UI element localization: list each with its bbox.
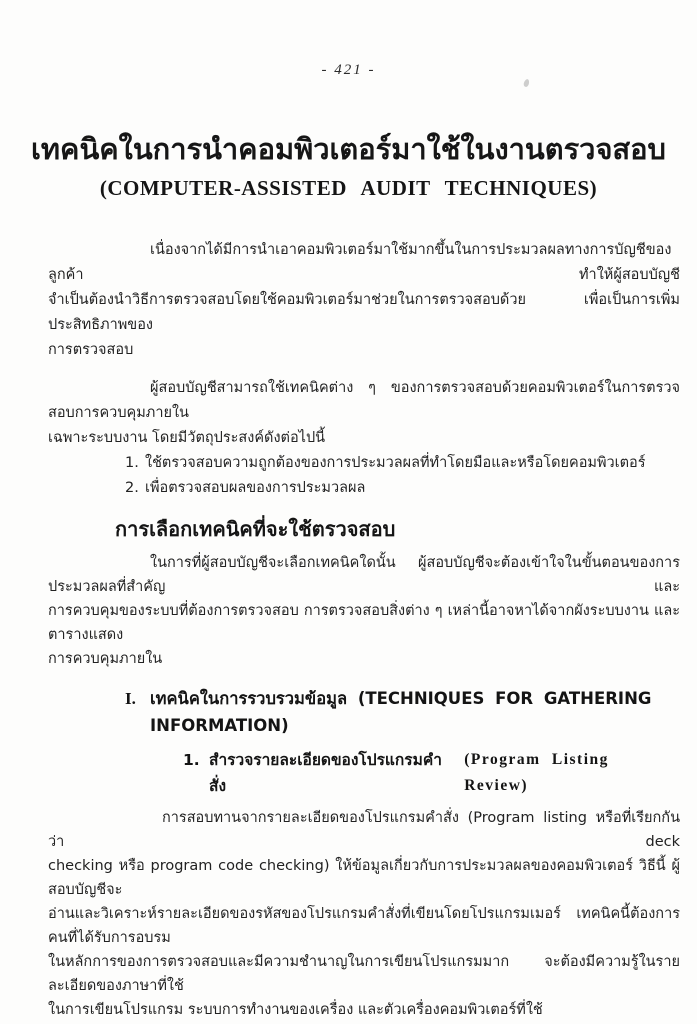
page-number: - 421 - bbox=[321, 62, 376, 78]
list-number: 1. bbox=[125, 455, 139, 471]
text-line: เทคนิคในการรวบรวมข้อมูล (TECHNIQUES FOR GATHERING bbox=[150, 689, 652, 708]
text-line: อ่านและวิเคราะห์รายละเอียดของรหัสของโปรแกรมคำสั่งที่เขียนโดยโปรแกรมเมอร์ เทคนิคนี้ต้องการคนที่ได้รับการอบรม bbox=[48, 906, 680, 946]
objectives-list bbox=[48, 451, 680, 501]
subtopic-title-english: (Program Listing Review) bbox=[464, 751, 609, 794]
text-line: การตรวจสอบ bbox=[48, 342, 134, 358]
text-line: การควบคุมภายใน bbox=[48, 651, 163, 667]
text-line: จำเป็นต้องนำวิธีการตรวจสอบโดยใช้คอมพิวเตอร์มาช่วยในการตรวจสอบด้วย เพื่อเป็นการเพิ่มประสิทธิภาพของ bbox=[48, 292, 680, 333]
list-text: เพื่อตรวจสอบผลของการประมวลผล bbox=[145, 480, 366, 496]
paragraph-objectives bbox=[48, 376, 680, 451]
text-line: ในการที่ผู้สอบบัญชีจะเลือกเทคนิคใดนั้น ผู้สอบบัญชีจะต้องเข้าใจในขั้นตอนของการประมวลผลที่สำคัญ และ bbox=[48, 555, 680, 595]
scan-speck bbox=[523, 78, 530, 87]
text-line: ผู้สอบบัญชีสามารถใช้เทคนิคต่าง ๆ ของการตรวจสอบด้วยคอมพิวเตอร์ในการตรวจสอบการควบคุมภายใน bbox=[48, 380, 680, 421]
list-number: 2. bbox=[125, 480, 139, 496]
paragraph-intro bbox=[48, 238, 680, 363]
topic-heading-lines bbox=[150, 685, 651, 739]
text-line: การสอบทานจากรายละเอียดของโปรแกรมคำสั่ง (Program listing หรือที่เรียกกันว่า deck bbox=[48, 810, 680, 850]
topic-numeral: I. bbox=[125, 689, 136, 708]
subtopic-number: 1. bbox=[183, 751, 200, 769]
topic-1-heading bbox=[48, 685, 680, 739]
objective-item-2 bbox=[48, 476, 680, 501]
document-title-thai: เทคนิคในการนำคอมพิวเตอร์มาใช้ในงานตรวจสอบ bbox=[31, 132, 666, 166]
paragraph-technique-selection bbox=[48, 551, 680, 671]
document-title-english: (COMPUTER-ASSISTED AUDIT TECHNIQUES) bbox=[99, 176, 598, 200]
subtopic-title-thai: สำรวจรายละเอียดของโปรแกรมคำสั่ง bbox=[209, 751, 442, 795]
text-line: ในการเขียนโปรแกรม ระบบการทำงานของเครื่อง และตัวเครื่องคอมพิวเตอร์ที่ใช้ bbox=[48, 1002, 543, 1018]
section-heading-technique-selection: การเลือกเทคนิคที่จะใช้ตรวจสอบ bbox=[115, 517, 396, 541]
text-line: INFORMATION) bbox=[150, 716, 289, 735]
objective-item-1 bbox=[48, 451, 680, 476]
text-line: การควบคุมของระบบที่ต้องการตรวจสอบ การตรวจสอบสิ่งต่าง ๆ เหล่านี้อาจหาได้จากผังระบบงาน และตารางแสดง bbox=[48, 603, 680, 643]
text-line: เฉพาะระบบงาน โดยมีวัตถุประสงค์ดังต่อไปนี้ bbox=[48, 430, 326, 446]
subtopic-1-heading bbox=[183, 747, 680, 799]
text-line: เนื่องจากได้มีการนำเอาคอมพิวเตอร์มาใช้มากขึ้นในการประมวลผลทางการบัญชีของลูกค้า ทำให้ผู้สอบบัญชี bbox=[48, 242, 680, 283]
paragraph-program-listing-review bbox=[48, 806, 680, 1022]
document-body bbox=[48, 238, 680, 1022]
list-text: ใช้ตรวจสอบความถูกต้องของการประมวลผลที่ทำโดยมือและหรือโดยคอมพิวเตอร์ bbox=[145, 455, 646, 471]
text-line: ในหลักการของการตรวจสอบและมีความชำนาญในการเขียนโปรแกรมมาก จะต้องมีความรู้ในรายละเอียดของภาษาที่ใช้ bbox=[48, 954, 680, 994]
text-line: checking หรือ program code checking) ให้ข้อมูลเกี่ยวกับการประมวลผลของคอมพิวเตอร์ วิธีนี้ ผู้สอบบัญชีจะ bbox=[48, 858, 680, 898]
